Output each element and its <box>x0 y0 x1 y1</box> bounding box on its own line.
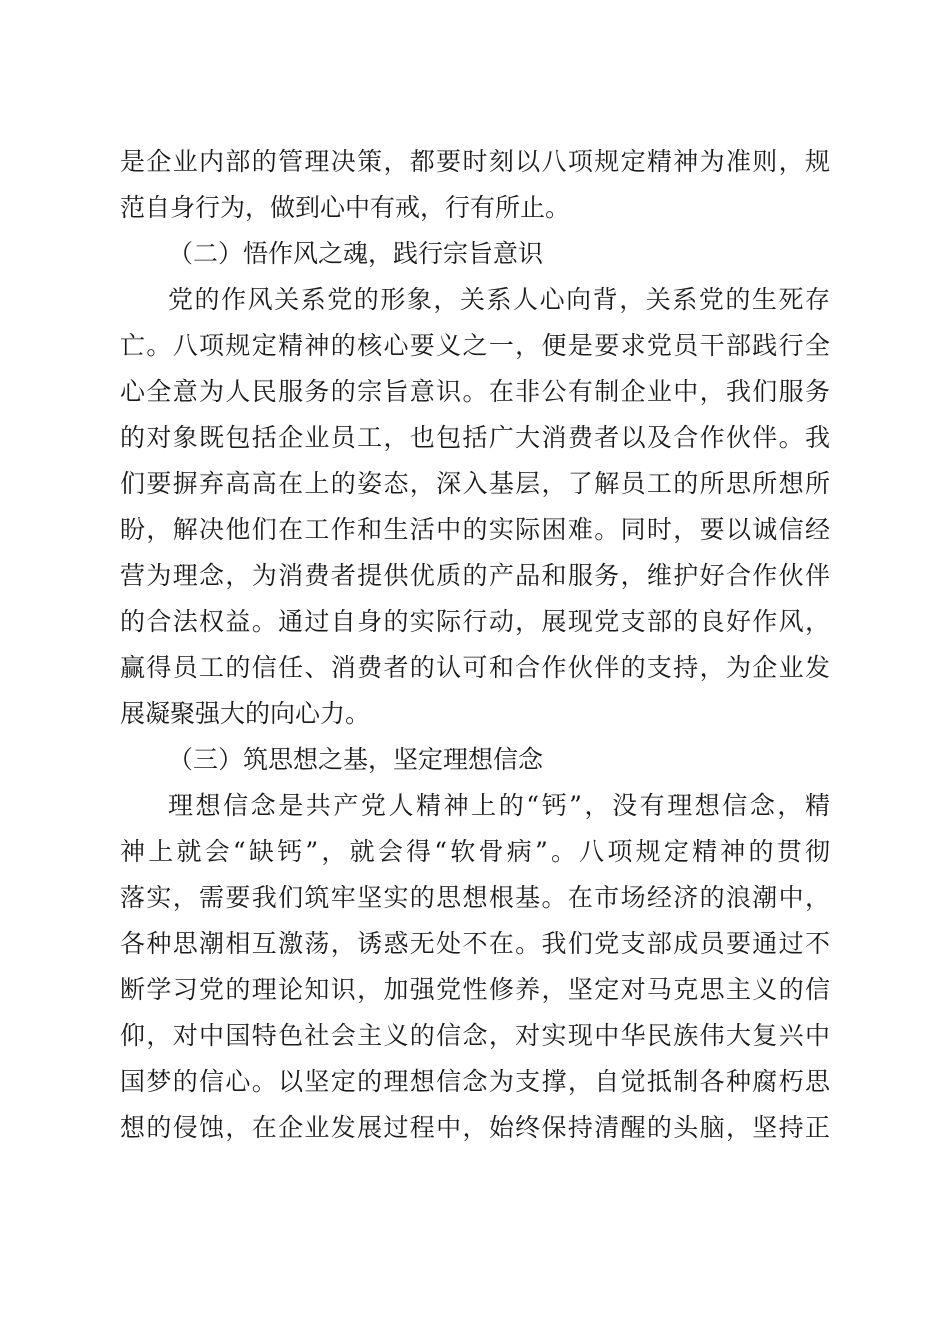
body-text-line: 理想信念是共产党人精神上的“钙”，没有理想信念，精 <box>168 791 830 820</box>
body-text-line: 国梦的信心。以坚定的理想信念为支撑，自觉抵制各种腐朽思 <box>120 1067 830 1096</box>
body-text-line: 们要摒弃高高在上的姿态，深入基层，了解员工的所思所想所 <box>120 469 830 498</box>
section-heading-3: （三）筑思想之基，坚定理想信念 <box>168 745 544 774</box>
body-text-line: 展凝聚强大的向心力。 <box>120 699 371 728</box>
body-text-line: 的合法权益。通过自身的实际行动，展现党支部的良好作风， <box>120 607 830 636</box>
body-text-line: 营为理念，为消费者提供优质的产品和服务，维护好合作伙伴 <box>120 561 830 590</box>
body-text-line: 想的侵蚀，在企业发展过程中，始终保持清醒的头脑，坚持正 <box>120 1113 830 1142</box>
section-heading-2: （二）悟作风之魂，践行宗旨意识 <box>168 239 544 268</box>
body-text-line: 党的作风关系党的形象，关系人心向背，关系党的生死存 <box>168 285 830 314</box>
body-text-line: 落实，需要我们筑牢坚实的思想根基。在市场经济的浪潮中， <box>120 883 830 912</box>
body-text-line: 盼，解决他们在工作和生活中的实际困难。同时，要以诚信经 <box>120 515 830 544</box>
body-text-line: 神上就会“缺钙”，就会得“软骨病”。八项规定精神的贯彻 <box>120 837 830 866</box>
body-text-line: 各种思潮相互激荡，诱惑无处不在。我们党支部成员要通过不 <box>120 929 830 958</box>
body-text-line: 亡。八项规定精神的核心要义之一，便是要求党员干部践行全 <box>120 331 830 360</box>
body-text-line: 仰，对中国特色社会主义的信念，对实现中华民族伟大复兴中 <box>120 1021 830 1050</box>
body-text-line: 是企业内部的管理决策，都要时刻以八项规定精神为准则，规 <box>120 147 830 176</box>
body-text-line: 的对象既包括企业员工，也包括广大消费者以及合作伙伴。我 <box>120 423 830 452</box>
body-text-line: 心全意为人民服务的宗旨意识。在非公有制企业中，我们服务 <box>120 377 830 406</box>
body-text-line: 断学习党的理论知识，加强党性修养，坚定对马克思主义的信 <box>120 975 830 1004</box>
body-text-line: 赢得员工的信任、消费者的认可和合作伙伴的支持，为企业发 <box>120 653 830 682</box>
body-text-line: 范自身行为，做到心中有戒，行有所止。 <box>120 193 571 222</box>
